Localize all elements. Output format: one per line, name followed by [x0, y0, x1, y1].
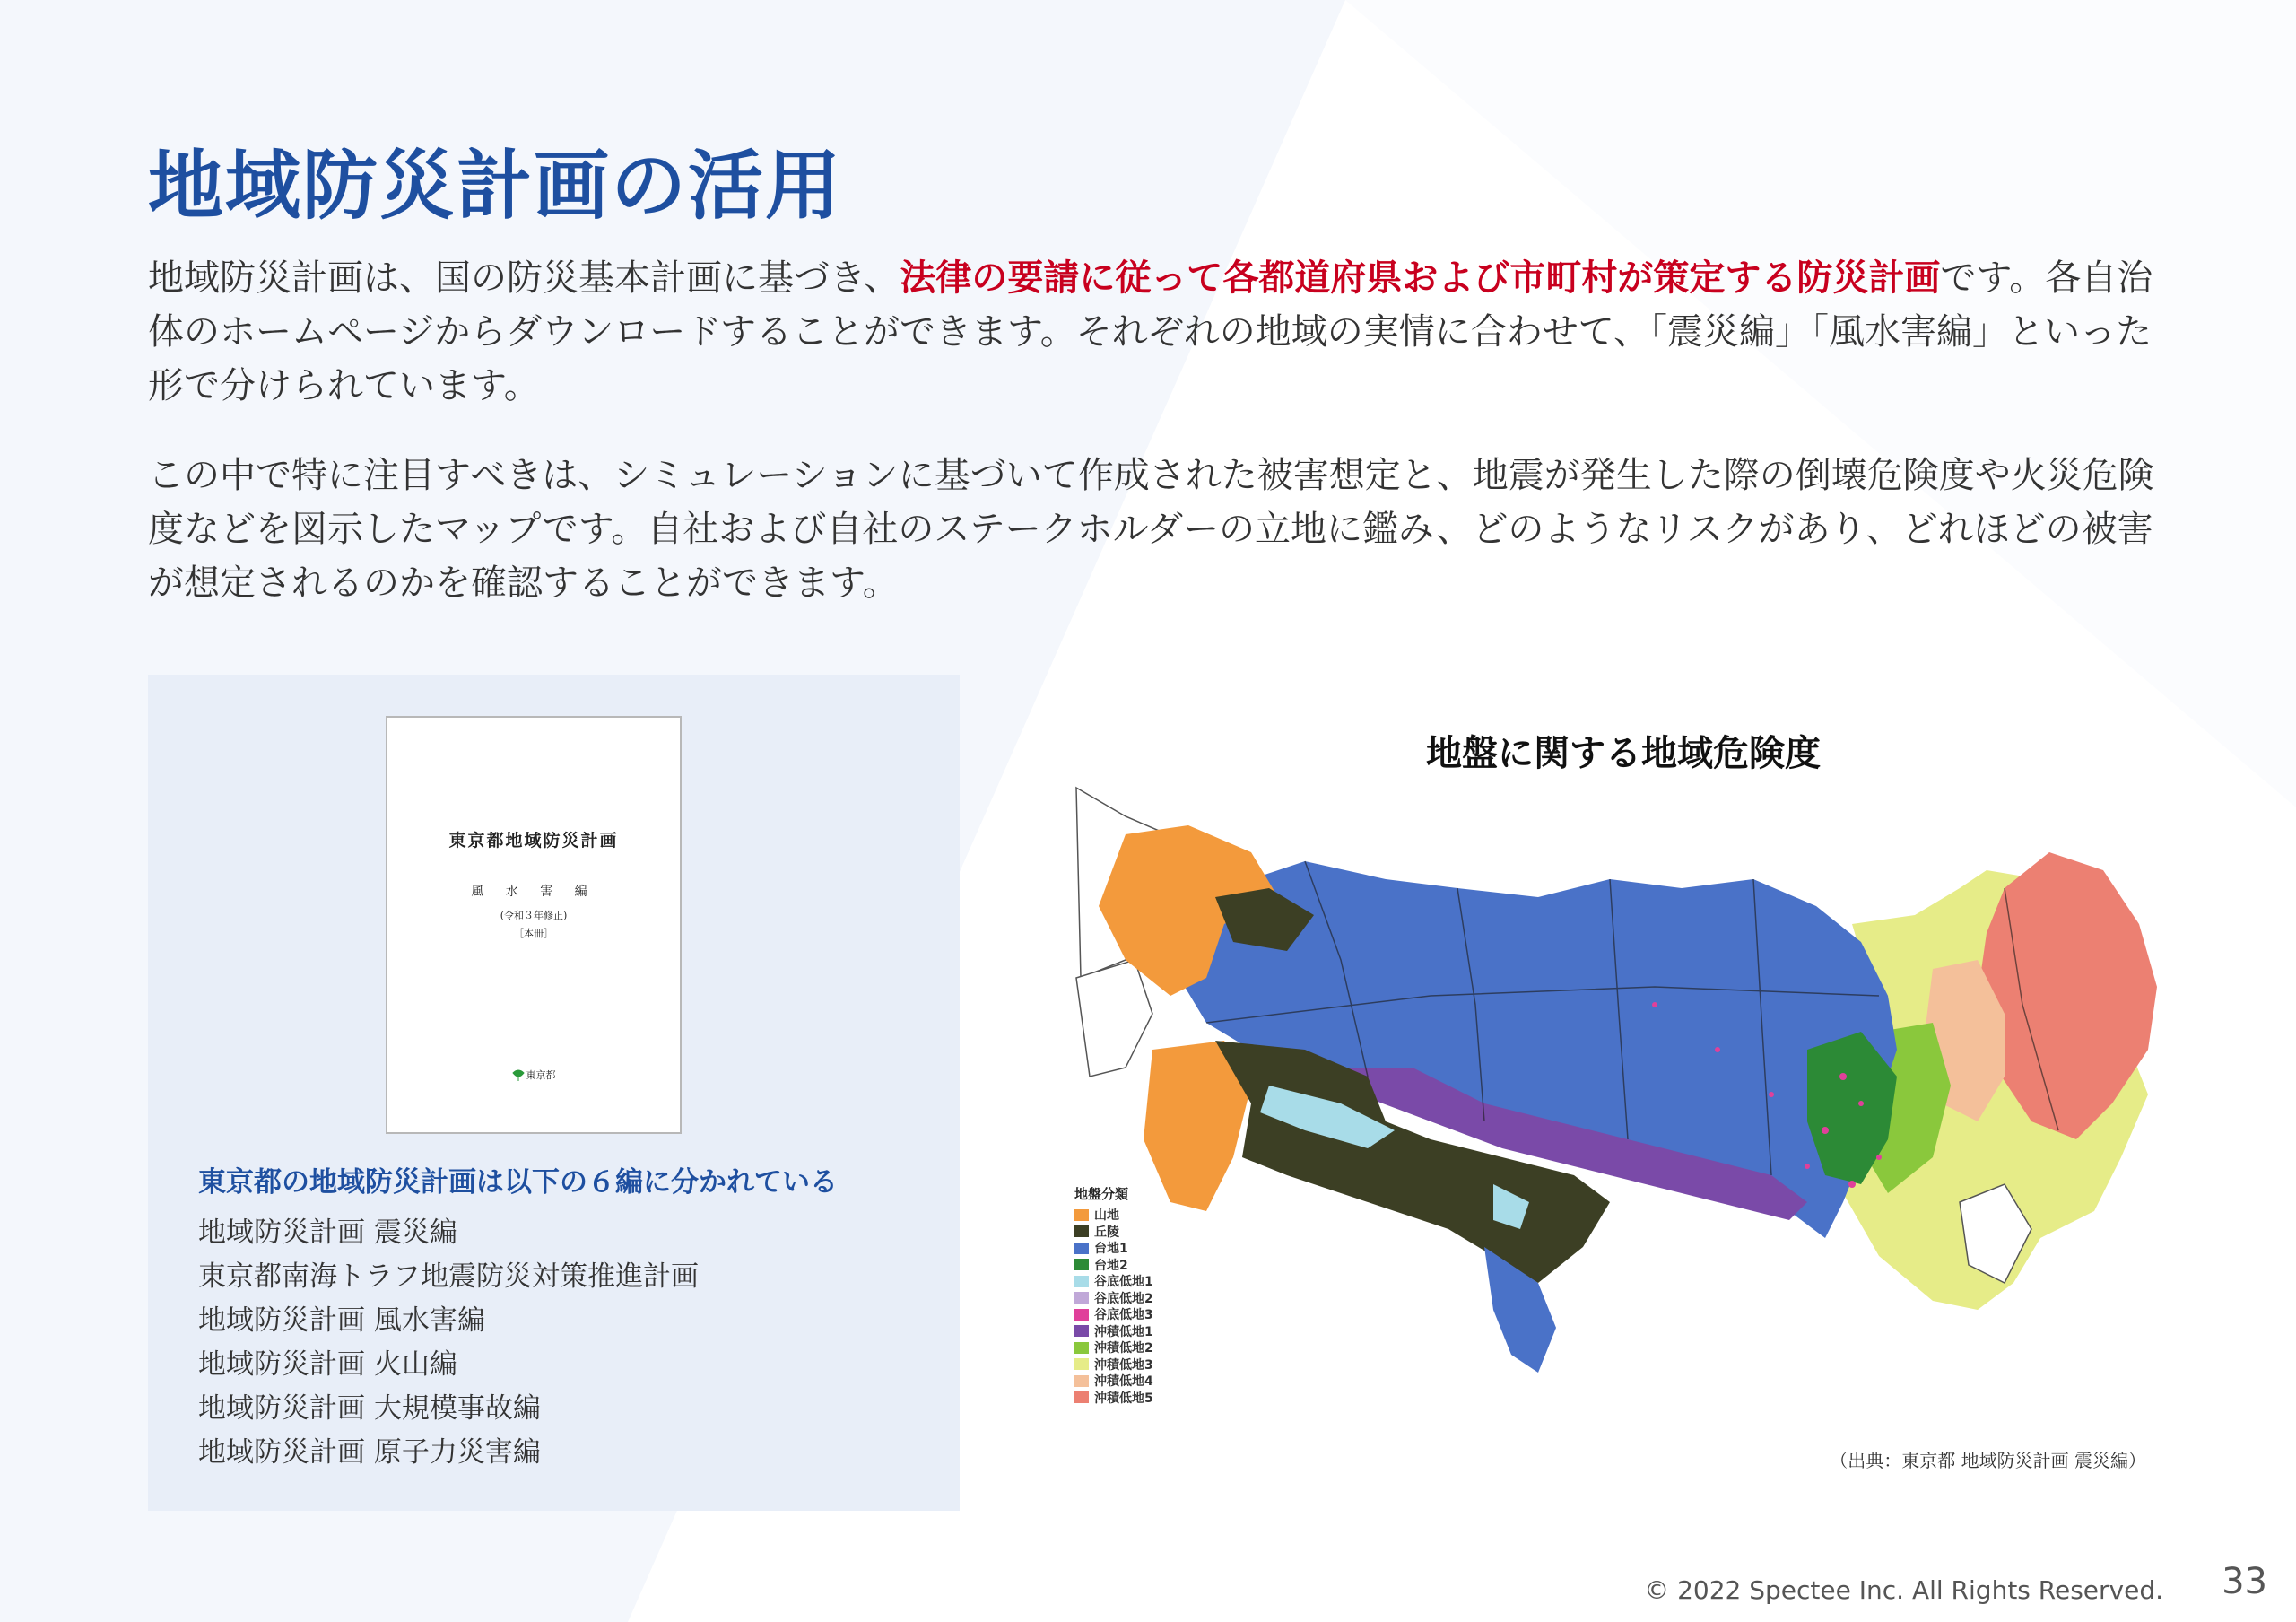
legend-item — [1074, 1290, 1153, 1307]
legend-item — [1074, 1339, 1153, 1356]
legend-swatch — [1074, 1225, 1089, 1237]
legend-item — [1074, 1224, 1153, 1241]
cover-title: 東京都地域防災計画 — [448, 831, 619, 850]
cover-publisher-name: 東京都 — [526, 1069, 556, 1081]
legend-label: 谷底低地2 — [1094, 1291, 1153, 1306]
legend-swatch — [1074, 1209, 1089, 1221]
legend-item — [1074, 1273, 1153, 1290]
plan-cover-image — [386, 716, 682, 1134]
legend-swatch — [1074, 1391, 1089, 1403]
legend-label: 丘陵 — [1094, 1225, 1119, 1240]
cover-subtitle: 風 水 害 編 — [471, 885, 596, 899]
legend-swatch — [1074, 1358, 1089, 1370]
intro-highlight: 法律の要請に従って各都道府県および市町村が策定する防災計画 — [900, 257, 1941, 299]
map-region-outline — [1076, 960, 1152, 1077]
plan-list-item: 東京都南海トラフ地震防災対策推進計画 — [198, 1260, 699, 1293]
intro-text-start: 地域防災計画は、国の防災基本計画に基づき、 — [148, 257, 900, 299]
legend-label: 台地1 — [1094, 1242, 1128, 1257]
plan-list-item: 地域防災計画 風水害編 — [198, 1304, 485, 1337]
cover-volume: ［本冊］ — [514, 928, 553, 939]
ground-risk-map — [1072, 780, 2166, 1426]
legend-swatch — [1074, 1342, 1089, 1354]
legend-swatch — [1074, 1309, 1089, 1321]
cover-revision: (令和３年修正) — [500, 910, 568, 921]
plan-list-item: 地域防災計画 震災編 — [198, 1216, 457, 1249]
map-legend — [1074, 1184, 1153, 1406]
legend-item — [1074, 1306, 1153, 1323]
legend-item — [1074, 1356, 1153, 1373]
copyright-footer: © 2022 Spectee Inc. All Rights Reserved. — [1644, 1575, 2163, 1605]
legend-item — [1074, 1257, 1153, 1274]
map-source-citation: （出典：東京都 地域防災計画 震災編） — [1830, 1450, 2146, 1471]
plan-list-item: 地域防災計画 大規模事故編 — [198, 1392, 541, 1425]
legend-swatch — [1074, 1243, 1089, 1254]
legend-label: 沖積低地4 — [1094, 1374, 1153, 1390]
hazard-map-paragraph: この中で特に注目すべきは、シミュレーションに基づいて作成された被害想定と、地震が発生した際の倒壊危険度や火災危険度などを図示したマップです。自社および自社のステークホルダーの立地に鑑み、どのようなリスクがあり、どれほどの被害が想定されるのかを確認することができます。 — [148, 455, 2154, 604]
legend-item — [1074, 1240, 1153, 1257]
legend-label: 沖積低地2 — [1094, 1341, 1153, 1356]
legend-label: 谷底低地1 — [1094, 1275, 1153, 1290]
plan-document-panel — [148, 675, 960, 1511]
ginkgo-leaf-icon — [512, 1069, 525, 1082]
map-title: 地盤に関する地域危険度 — [1426, 733, 1821, 774]
legend-label: 山地 — [1094, 1208, 1119, 1224]
legend-item — [1074, 1207, 1153, 1224]
legend-item — [1074, 1373, 1153, 1390]
legend-label: 台地2 — [1094, 1258, 1128, 1273]
legend-swatch — [1074, 1292, 1089, 1304]
legend-title: 地盤分類 — [1074, 1186, 1129, 1202]
legend-item — [1074, 1323, 1153, 1340]
plan-list — [198, 1211, 699, 1475]
legend-label: 沖積低地3 — [1094, 1357, 1153, 1373]
plan-list-item: 地域防災計画 火山編 — [198, 1348, 457, 1381]
legend-label: 谷底低地3 — [1094, 1308, 1153, 1323]
cover-publisher — [387, 1068, 680, 1082]
legend-swatch — [1074, 1276, 1089, 1287]
page-title: 地域防災計画の活用 — [148, 142, 843, 230]
plan-list-item: 地域防災計画 原子力災害編 — [198, 1436, 541, 1469]
legend-item — [1074, 1390, 1153, 1407]
legend-label: 沖積低地1 — [1094, 1324, 1153, 1339]
legend-label: 沖積低地5 — [1094, 1391, 1153, 1406]
intro-text-end: です。各自治体のホームページからダウンロードすることができます。それぞれの地域の実情に合わせて、「震災編」「風水害編」といった形で分けられています。 — [148, 257, 2153, 406]
intro-paragraph — [148, 251, 2175, 413]
plan-list-heading: 東京都の地域防災計画は以下の６編に分かれている — [198, 1166, 838, 1199]
legend-swatch — [1074, 1259, 1089, 1270]
legend-swatch — [1074, 1375, 1089, 1387]
page-number: 33 — [2222, 1561, 2267, 1602]
legend-swatch — [1074, 1325, 1089, 1337]
